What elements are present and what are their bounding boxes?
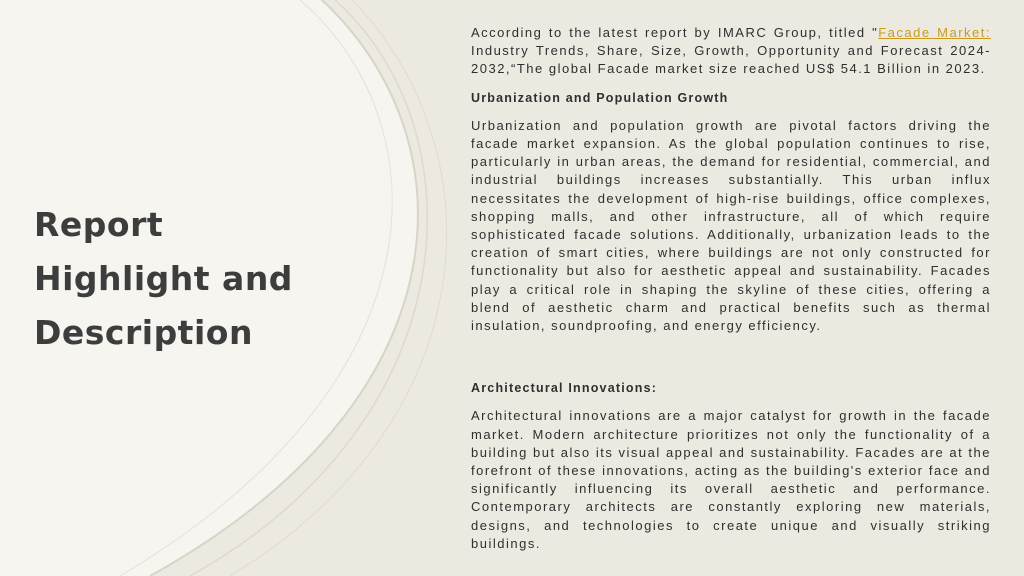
report-link[interactable]: Facade Market: [878,25,991,40]
section-body-architectural: Architectural innovations are a major catalyst for growth in the facade market. Modern architecture prioritizes not only the functionality of a building but also its visual appeal and sustainability. Facades are at the forefront of these innovations, acting as the building's exterior face and significantly influencing its overall aesthetic and performance. Contemporary architects are constantly exploring new materials, designs, and technologies to create unique and visually striking buildings. [471,408,991,551]
section-heading-urbanization: Urbanization and Population Growth [471,90,729,105]
intro-prefix: According to the latest report by IMARC Group, titled " [471,25,879,40]
intro-suffix: Industry Trends, Share, Size, Growth, Opportunity and Forecast 2024-2032,“The global Facade market size reached US$ 54.1 Billion in 2023. [471,43,991,77]
intro-paragraph [471,24,991,79]
title-line-1: Report [34,205,164,244]
page-title [34,198,334,360]
title-line-3: Description [34,313,253,352]
section-heading-architectural: Architectural Innovations: [471,381,658,396]
title-line-2: Highlight and [34,259,293,298]
section-body-urbanization: Urbanization and population growth are pivotal factors driving the facade market expansion. As the global population continues to rise, particularly in urban areas, the demand for residential, commercial, and industrial buildings increases substantially. This urban influx necessitates the development of high-rise buildings, office complexes, shopping malls, and other infrastructure, all of which require sophisticated facade solutions. Additionally, urbanization leads to the creation of smart cities, where buildings are not only constructed for functionality but also for aesthetic appeal and sustainability. Facades play a critical role in shaping the skyline of these cities, offering a blend of aesthetic charm and practical benefits such as thermal insulation, soundproofing, and energy efficiency. [471,117,991,334]
report-content [471,24,991,553]
